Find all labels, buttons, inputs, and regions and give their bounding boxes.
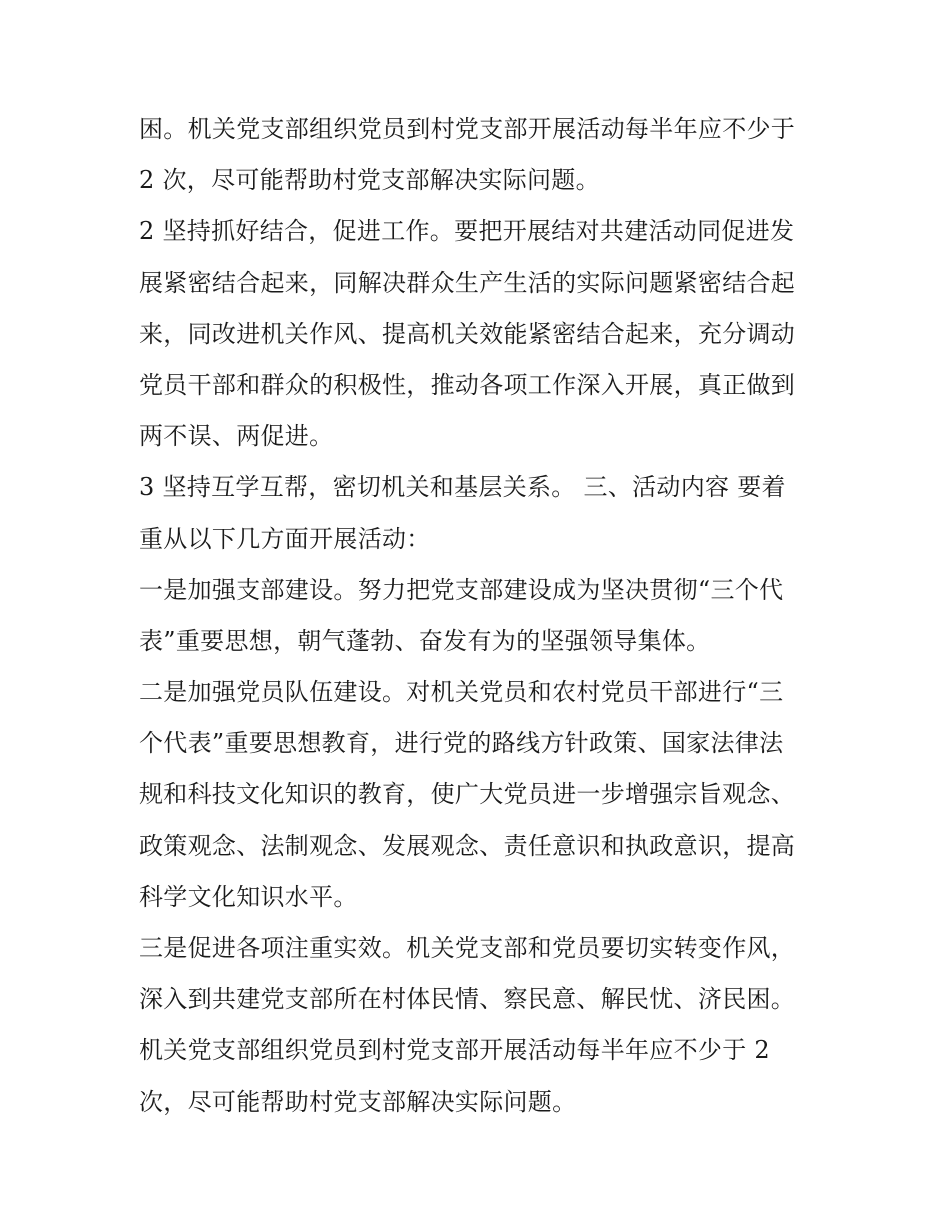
text-line: 政策观念、法制观念、发展观念、责任意识和执政意识，提高 — [139, 831, 796, 860]
text-line: 困。机关党支部组织党员到村党支部开展活动每半年应不少于 — [139, 115, 796, 143]
text-line: 2 次，尽可能帮助村党支部解决实际问题。 — [139, 166, 600, 195]
text-line: 展紧密结合起来，同解决群众生产生活的实际问题紧密结合起 — [139, 268, 796, 297]
text-line: 次，尽可能帮助村党支部解决实际问题。 — [139, 1087, 577, 1116]
text-line: 来，同改进机关作风、提高机关效能紧密结合起来，充分调动 — [139, 319, 796, 348]
text-line: 党员干部和群众的积极性，推动各项工作深入开展，真正做到 — [139, 370, 796, 399]
text-line: 深入到共建党支部所在村体民情、察民意、解民忧、济民困。 — [139, 985, 796, 1014]
text-line: 一是加强支部建设。努力把党支部建设成为坚决贯彻“三个代 — [139, 575, 784, 604]
document-body — [139, 104, 819, 1128]
text-line: 科学文化知识水平。 — [139, 882, 358, 911]
text-line: 表”重要思想，朝气蓬勃、奋发有为的坚强领导集体。 — [139, 626, 711, 655]
text-line: 两不误、两促进。 — [139, 422, 334, 451]
text-line: 二是加强党员队伍建设。对机关党员和农村党员干部进行“三 — [139, 678, 784, 707]
text-line: 重从以下几方面开展活动： — [139, 524, 431, 553]
text-line: 机关党支部组织党员到村党支部开展活动每半年应不少于 2 — [139, 1036, 770, 1065]
text-line: 个代表”重要思想教育，进行党的路线方针政策、国家法律法 — [139, 729, 784, 758]
text-line: 规和科技文化知识的教育，使广大党员进一步增强宗旨观念、 — [139, 780, 796, 809]
text-line: 3 坚持互学互帮，密切机关和基层关系。 三、活动内容 要着 — [139, 473, 786, 502]
text-line: 2 坚持抓好结合，促进工作。要把开展结对共建活动同促进发 — [139, 217, 795, 246]
text-line: 三是促进各项注重实效。机关党支部和党员要切实转变作风， — [139, 934, 796, 962]
